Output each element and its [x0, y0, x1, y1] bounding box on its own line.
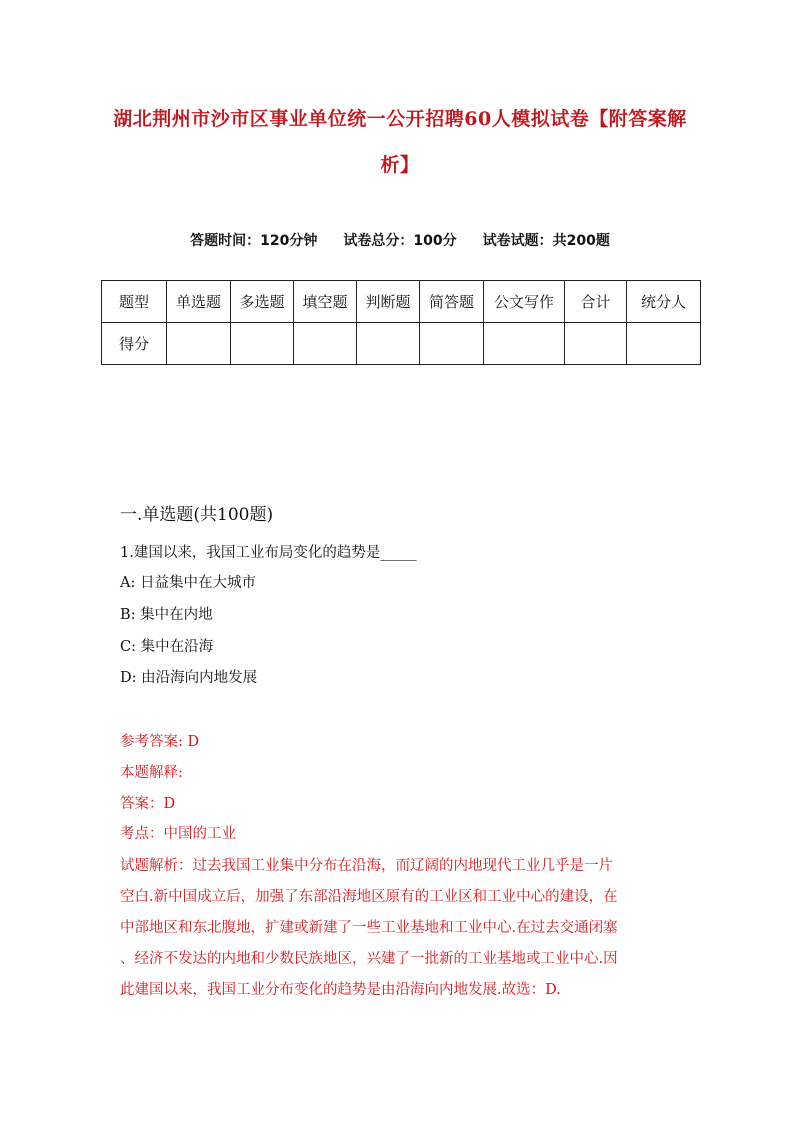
- score-cell: [357, 323, 420, 365]
- question-stem: 1.建国以来，我国工业布局变化的趋势是_____: [120, 545, 417, 561]
- score-cell: [294, 323, 357, 365]
- exam-total-score: 试卷总分：100分: [343, 233, 457, 249]
- analysis-paragraph: [120, 851, 685, 1006]
- reference-answer: 参考答案: D: [120, 734, 200, 750]
- score-cell: [420, 323, 484, 365]
- header-cell: 合计: [565, 281, 627, 323]
- explanation-label: 本题解释:: [120, 765, 183, 781]
- option-a: A: 日益集中在大城市: [120, 575, 256, 591]
- document-title: [100, 96, 700, 188]
- score-table: [101, 280, 701, 365]
- score-cell: [231, 323, 294, 365]
- title-line-2: 析】: [380, 154, 420, 176]
- header-cell: 多选题: [231, 281, 294, 323]
- option-c: C: 集中在沿海: [120, 639, 214, 655]
- score-cell: [627, 323, 701, 365]
- score-table-header-row: [102, 281, 701, 323]
- header-cell: 填空题: [294, 281, 357, 323]
- header-cell: 判断题: [357, 281, 420, 323]
- exam-meta: [0, 230, 800, 250]
- header-cell: 公文写作: [484, 281, 565, 323]
- header-cell: 简答题: [420, 281, 484, 323]
- score-table-score-row: [102, 323, 701, 365]
- exam-question-count: 试卷试题：共200题: [482, 233, 610, 249]
- option-b: B: 集中在内地: [120, 607, 213, 623]
- score-cell: [565, 323, 627, 365]
- analysis-line: 试题解析：过去我国工业集中分布在沿海，而辽阔的内地现代工业几乎是一片: [120, 858, 613, 874]
- answer-line: 答案：D: [120, 796, 176, 812]
- option-d: D: 由沿海向内地发展: [120, 670, 258, 686]
- exam-time: 答题时间：120分钟: [190, 233, 318, 249]
- analysis-line: 空白.新中国成立后，加强了东部沿海地区原有的工业区和工业中心的建设，在: [120, 889, 618, 905]
- header-cell: 单选题: [167, 281, 231, 323]
- section-title: 一.单选题(共100题): [120, 505, 274, 525]
- score-cell: [167, 323, 231, 365]
- analysis-line: 此建国以来，我国工业分布变化的趋势是由沿海向内地发展.故选：D.: [120, 982, 561, 998]
- analysis-line: 中部地区和东北腹地，扩建或新建了一些工业基地和工业中心.在过去交通闭塞: [120, 920, 618, 936]
- title-line-1: 湖北荆州市沙市区事业单位统一公开招聘60人模拟试卷【附答案解: [113, 108, 687, 130]
- header-cell: 统分人: [627, 281, 701, 323]
- header-cell: 题型: [102, 281, 167, 323]
- score-row-label: 得分: [102, 323, 167, 365]
- score-cell: [484, 323, 565, 365]
- analysis-line: 、经济不发达的内地和少数民族地区，兴建了一批新的工业基地或工业中心.因: [120, 951, 618, 967]
- topic-line: 考点：中国的工业: [120, 826, 236, 842]
